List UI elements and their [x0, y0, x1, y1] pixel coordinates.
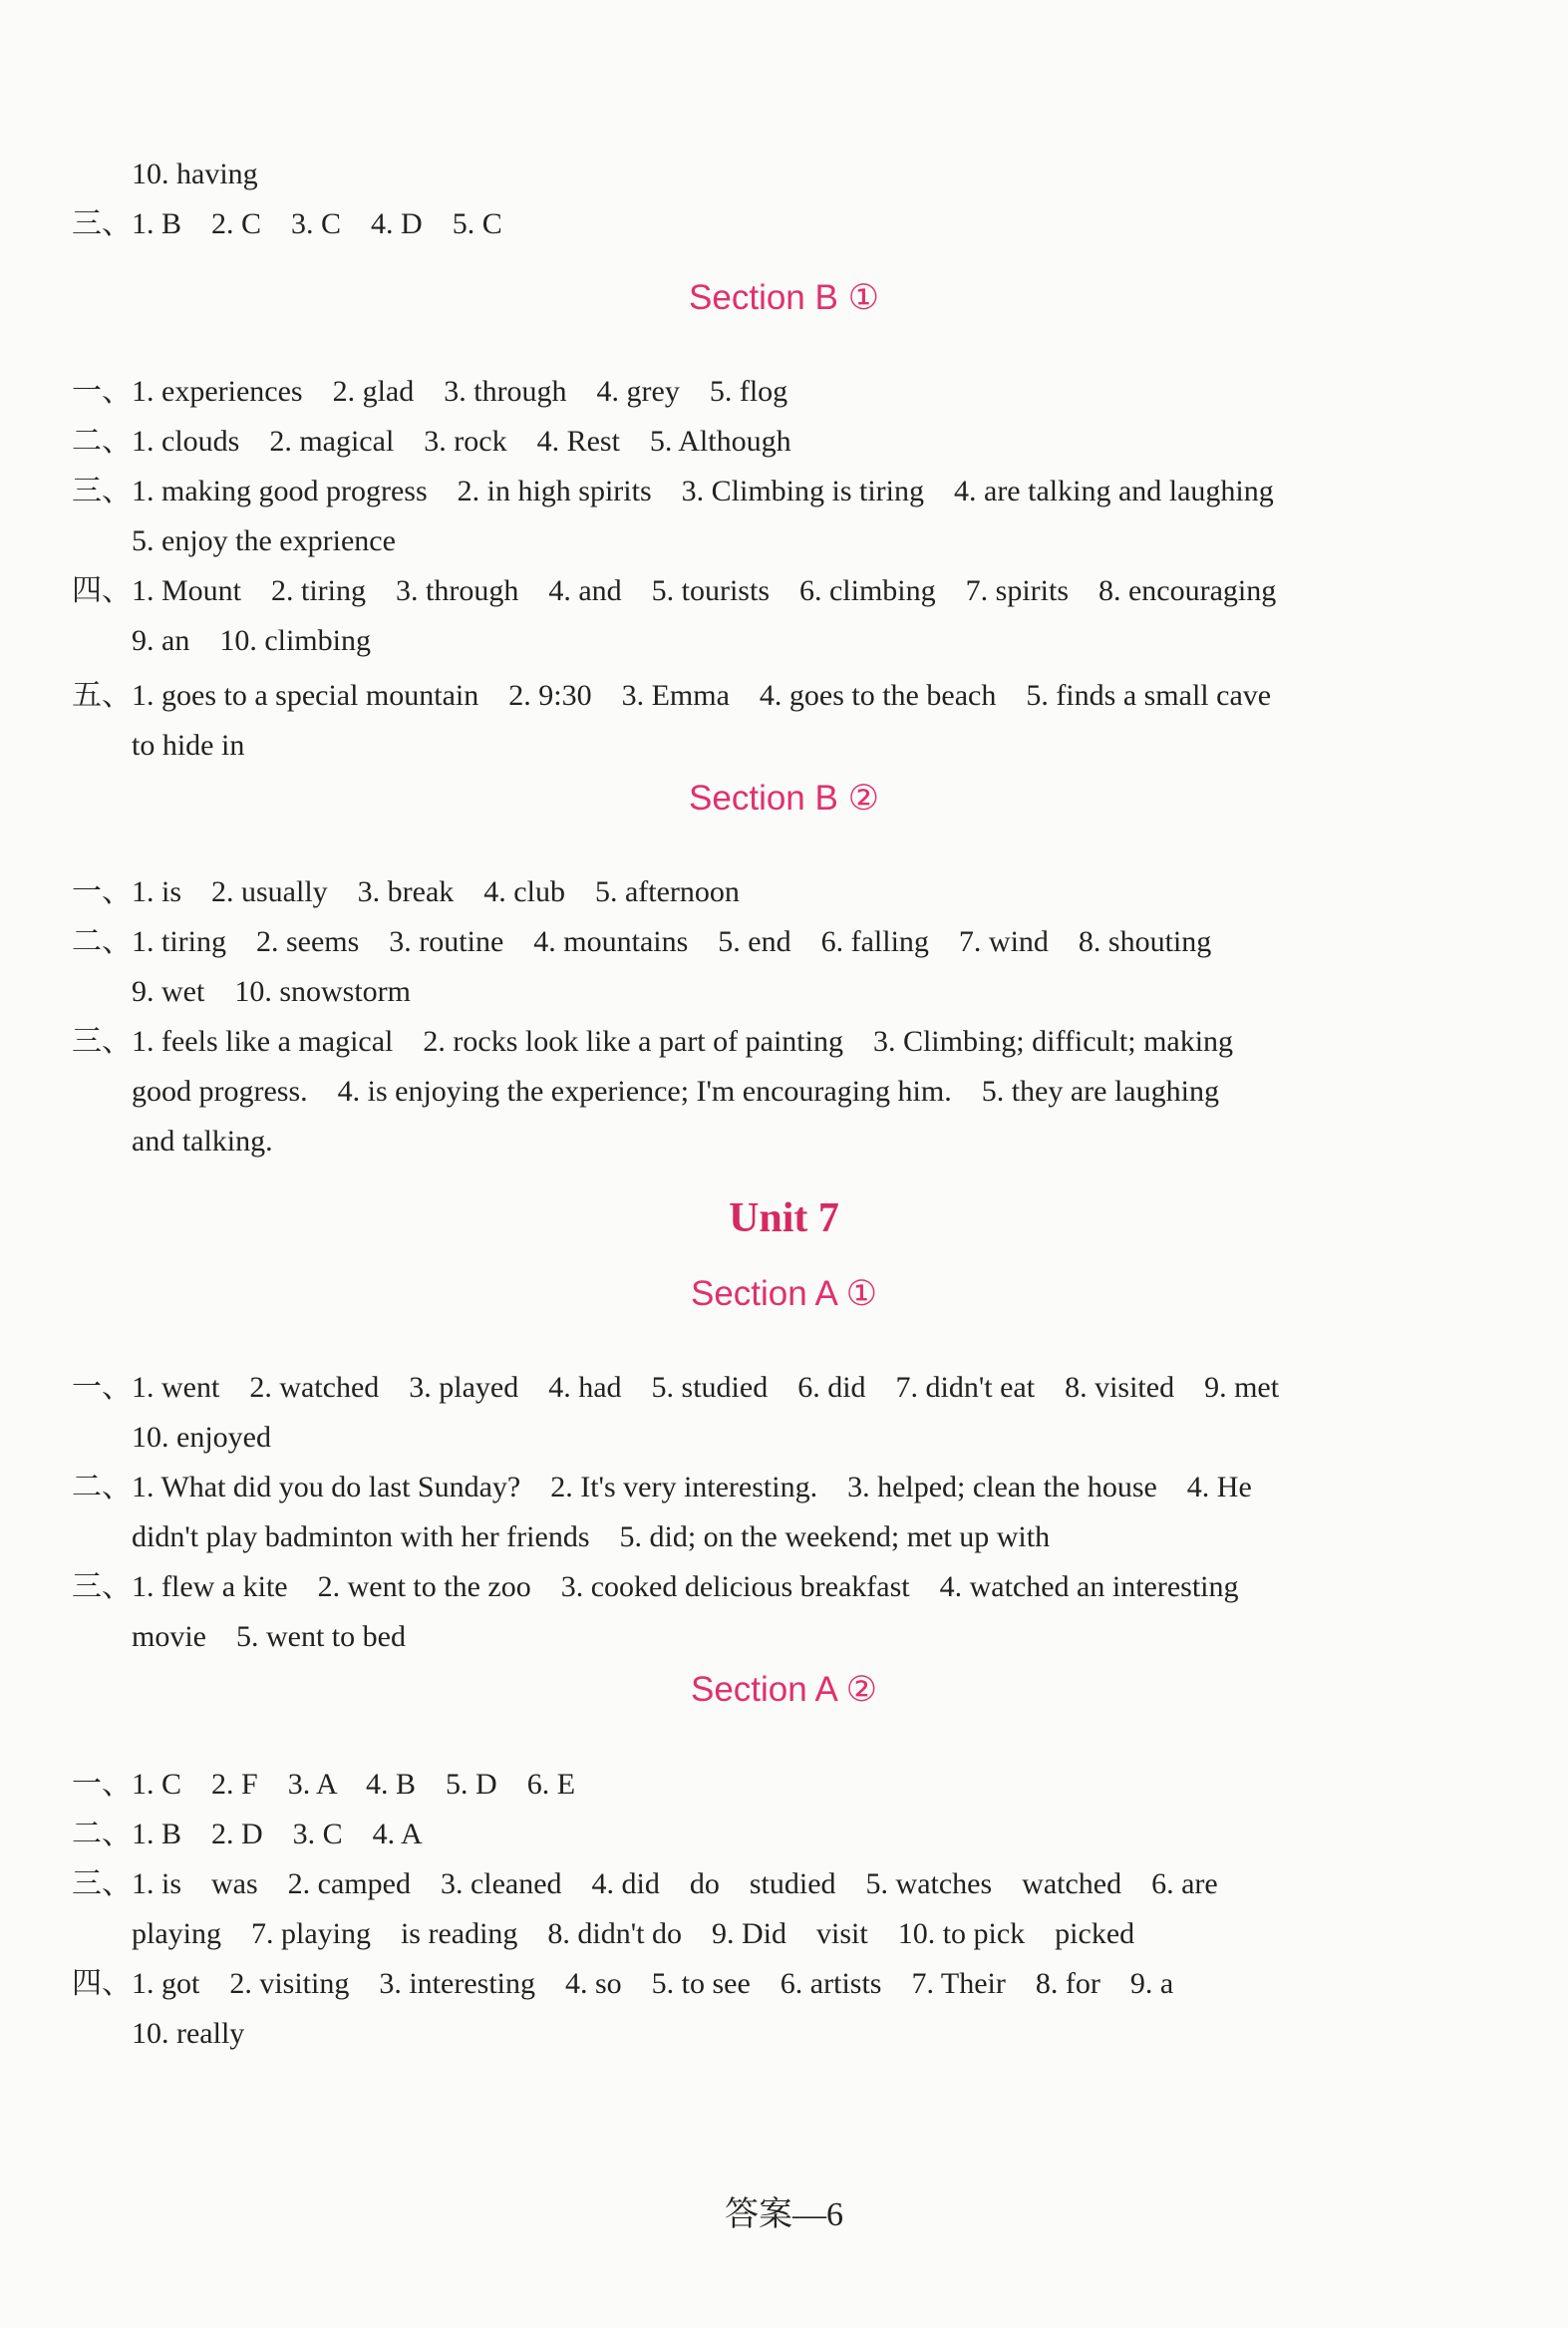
answer-text: 1. Mount 2. tiring 3. through 4. and 5. tourists 6. climbing 7. spirits 8. encouraging [132, 574, 1277, 607]
answer-text: 9. wet 10. snowstorm [132, 975, 411, 1008]
answer-text: 1. is was 2. camped 3. cleaned 4. did do studied 5. watches watched 6. are [132, 1867, 1218, 1900]
answer-text: good progress. 4. is enjoying the experience; I'm encouraging him. 5. they are laughing [132, 1075, 1219, 1108]
answer-text: 1. clouds 2. magical 3. rock 4. Rest 5. Although [132, 425, 791, 458]
question-group-number: 二、 [72, 925, 132, 958]
question-group-number: 一、 [72, 875, 132, 908]
question-group-number: 五、 [72, 679, 132, 712]
answer-text: 1. B 2. D 3. C 4. A [132, 1818, 423, 1850]
question-group-number: 二、 [72, 1818, 132, 1850]
section-heading: Section A ① [690, 1274, 878, 1313]
section-heading: Section B ① [689, 278, 879, 317]
question-group-number: 三、 [72, 1867, 132, 1900]
answer-text: 1. What did you do last Sunday? 2. It's very interesting. 3. helped; clean the house 4. He [132, 1471, 1252, 1503]
section-heading: Section B ② [689, 779, 879, 818]
answer-text: 1. making good progress 2. in high spirits 3. Climbing is tiring 4. are talking and laughing [132, 475, 1274, 507]
question-group-number: 三、 [72, 207, 132, 240]
answer-text: 1. C 2. F 3. A 4. B 5. D 6. E [132, 1768, 576, 1801]
answer-text: 1. experiences 2. glad 3. through 4. grey 5. flog [132, 375, 788, 408]
answer-text: 1. went 2. watched 3. played 4. had 5. studied 6. did 7. didn't eat 8. visited 9. met [132, 1371, 1280, 1404]
answer-text: movie 5. went to bed [132, 1620, 406, 1653]
answer-text: to hide in [132, 729, 245, 762]
unit-title: Unit 7 [729, 1195, 839, 1241]
question-group-number: 一、 [72, 375, 132, 408]
answer-text: 1. B 2. C 3. C 4. D 5. C [132, 207, 502, 240]
answer-text: 1. flew a kite 2. went to the zoo 3. cooked delicious breakfast 4. watched an interesting [132, 1570, 1239, 1603]
answer-text: 10. really [132, 2017, 245, 2050]
question-group-number: 三、 [72, 1025, 132, 1058]
question-group-number: 四、 [72, 1967, 132, 2000]
question-group-number: 一、 [72, 1768, 132, 1801]
question-group-number: 二、 [72, 425, 132, 458]
answer-text: 1. tiring 2. seems 3. routine 4. mountains 5. end 6. falling 7. wind 8. shouting [132, 925, 1212, 958]
question-group-number: 四、 [72, 574, 132, 607]
answer-text: 10. enjoyed [132, 1421, 271, 1454]
page-footer: 答案—6 [725, 2196, 843, 2233]
answer-text: and talking. [132, 1125, 273, 1158]
answer-text: 5. enjoy the exprience [132, 524, 396, 557]
answer-text: playing 7. playing is reading 8. didn't do 9. Did visit 10. to pick picked [132, 1917, 1135, 1950]
answer-text: 1. feels like a magical 2. rocks look like a part of painting 3. Climbing; difficult; making [132, 1025, 1234, 1058]
question-group-number: 一、 [72, 1371, 132, 1404]
answer-text: 9. an 10. climbing [132, 624, 371, 657]
answer-text: 10. having [132, 158, 258, 190]
section-heading: Section A ② [690, 1670, 878, 1709]
answer-text: didn't play badminton with her friends 5. did; on the weekend; met up with [132, 1520, 1051, 1553]
question-group-number: 三、 [72, 475, 132, 507]
answer-text: 1. goes to a special mountain 2. 9:30 3. Emma 4. goes to the beach 5. finds a small cave [132, 679, 1272, 712]
answer-text: 1. got 2. visiting 3. interesting 4. so 5. to see 6. artists 7. Their 8. for 9. a [132, 1967, 1174, 2000]
question-group-number: 二、 [72, 1471, 132, 1503]
question-group-number: 三、 [72, 1570, 132, 1603]
answer-text: 1. is 2. usually 3. break 4. club 5. afternoon [132, 875, 740, 908]
